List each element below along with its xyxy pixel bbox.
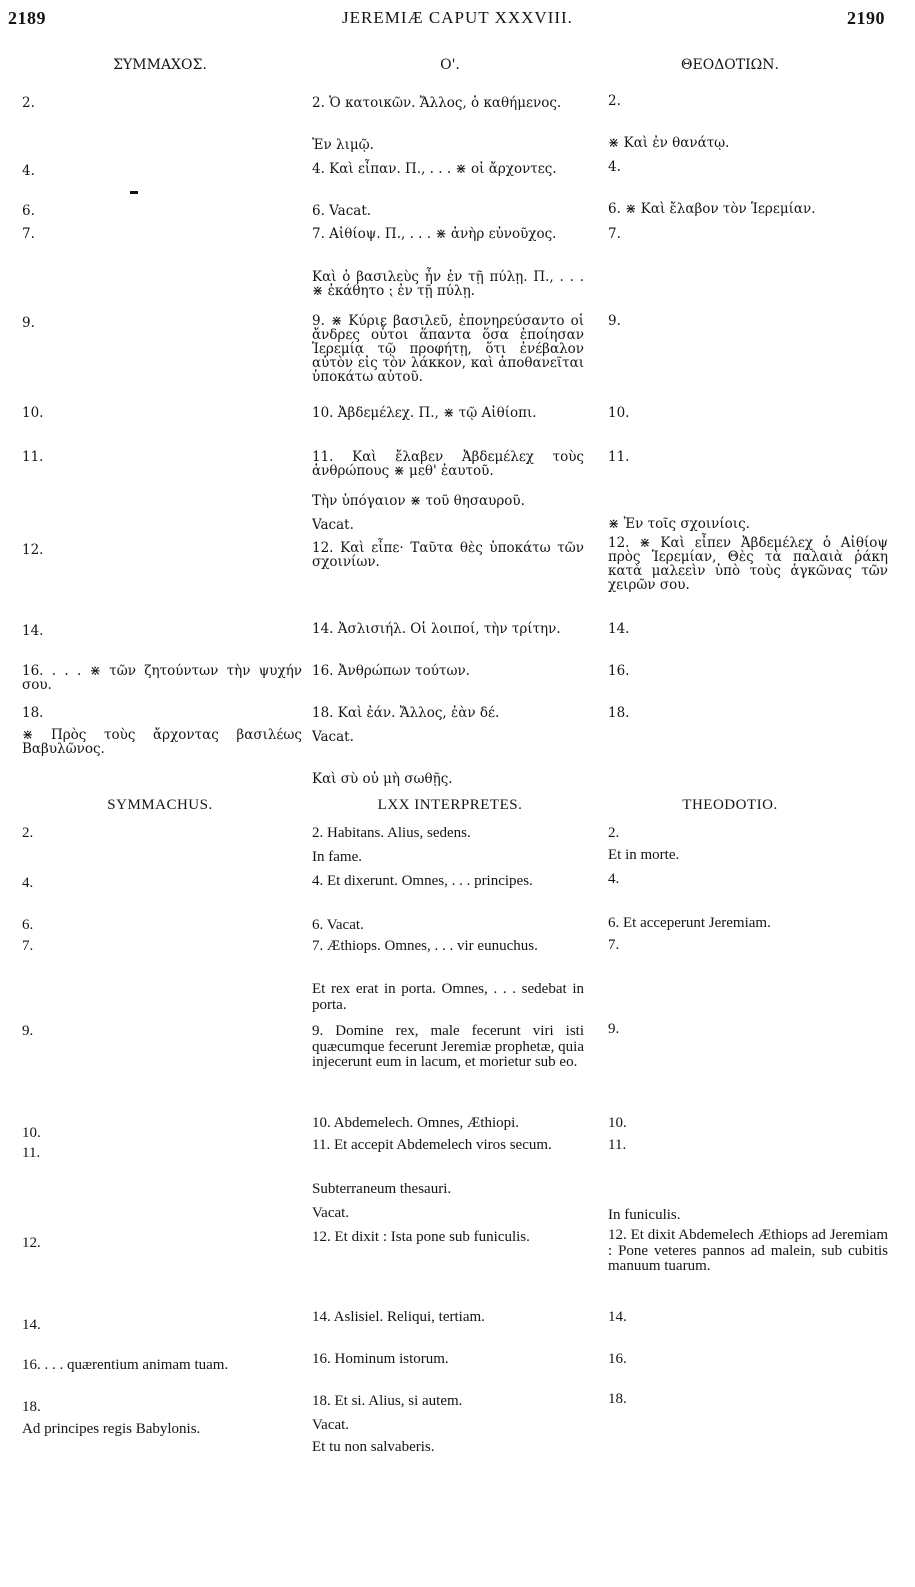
latin-symmachus-entry: 6.	[22, 917, 34, 933]
greek-lxx-entry: Καὶ ὁ βασιλεὺς ἦν ἐν τῇ πύλῃ. Π., . . . ⋇ ἐκάθητο ⁏ ἐν τῇ πύλῃ.	[312, 269, 584, 299]
latin-theodotio-entry: Et in morte.	[608, 847, 680, 863]
latin-symmachus-entry: 7.	[22, 938, 34, 954]
latin-theodotio-entry: 9.	[608, 1021, 620, 1037]
greek-symmachus-entry: 10.	[22, 405, 44, 421]
latin-symmachus-entry: 9.	[22, 1023, 34, 1039]
greek-symmachus-entry: 7.	[22, 226, 35, 242]
greek-lxx-entry: 16. Ἀνθρώπων τούτων.	[312, 663, 470, 679]
greek-theodotion-entry: ⋇ Καὶ ἐν θανάτῳ.	[608, 135, 730, 151]
latin-lxx-entry: 10. Abdemelech. Omnes, Æthiopi.	[312, 1115, 520, 1131]
latin-lxx-entry: 6. Vacat.	[312, 917, 364, 933]
latin-theodotio-entry: 18.	[608, 1391, 627, 1407]
page-number-left: 2189	[8, 8, 46, 28]
latin-symmachus-entry: 14.	[22, 1317, 41, 1333]
greek-lxx-entry: 4. Καὶ εἶπαν. Π., . . . ⋇ οἱ ἄρχοντες.	[312, 161, 557, 177]
greek-heading-symmachus: ΣΥΜΜΑΧΟΣ.	[113, 57, 207, 73]
greek-symmachus-entry: ⋇ Πρὸς τοὺς ἄρχοντας βασιλέως Βαβυλῶνος.	[22, 727, 302, 757]
greek-symmachus-entry: 16. . . . ⋇ τῶν ζητούντων τὴν ψυχήν σου.	[22, 663, 302, 693]
latin-lxx-entry: 4. Et dixerunt. Omnes, . . . principes.	[312, 873, 533, 889]
latin-theodotio-entry: In funiculis.	[608, 1207, 681, 1223]
greek-theodotion-entry: 14.	[608, 621, 630, 637]
greek-symmachus-entry: 4.	[22, 163, 35, 179]
latin-theodotio-entry: 6. Et acceperunt Jeremiam.	[608, 915, 771, 931]
greek-symmachus-entry: 12.	[22, 542, 44, 558]
latin-lxx-entry: 11. Et accepit Abdemelech viros secum.	[312, 1137, 552, 1153]
latin-theodotio-entry: 4.	[608, 871, 620, 887]
latin-theodotio-entry: 14.	[608, 1309, 627, 1325]
latin-lxx-entry: Subterraneum thesauri.	[312, 1181, 452, 1197]
greek-lxx-entry: 7. Αἰθίοψ. Π., . . . ⋇ ἀνὴρ εὐνοῦχος.	[312, 226, 557, 242]
greek-symmachus-entry: 18.	[22, 705, 44, 721]
greek-lxx-entry: Καὶ σὺ οὐ μὴ σωθῇς.	[312, 771, 453, 787]
latin-lxx-entry: 14. Aslisiel. Reliqui, tertiam.	[312, 1309, 485, 1325]
greek-theodotion-entry: 12. ⋇ Καὶ εἶπεν Ἀβδεμέλεχ ὁ Αἰθίοψ πρὸς Ἱερεμίαν, Θὲς τὰ παλαιὰ ῥάκη κατὰ μαλεεὶν ὑπὸ τοὺς ἀγκῶνας τῶν χειρῶν σου.	[608, 535, 888, 593]
greek-lxx-entry: 18. Καὶ ἐάν. Ἄλλος, ἐὰν δέ.	[312, 705, 500, 721]
greek-symmachus-entry: 11.	[22, 449, 44, 465]
greek-theodotion-entry: 16.	[608, 663, 630, 679]
greek-theodotion-entry: 11.	[608, 449, 630, 465]
greek-theodotion-entry: 4.	[608, 159, 621, 175]
latin-symmachus-entry: 4.	[22, 875, 34, 891]
latin-lxx-entry: 7. Æthiops. Omnes, . . . vir eunuchus.	[312, 938, 538, 954]
greek-symmachus-entry: 9.	[22, 315, 35, 331]
latin-theodotio-entry: 2.	[608, 825, 620, 841]
print-mark	[130, 191, 138, 194]
latin-lxx-entry: Et rex erat in porta. Omnes, . . . sedebat in porta.	[312, 981, 584, 1013]
greek-theodotion-entry: 18.	[608, 705, 630, 721]
greek-theodotion-entry: 7.	[608, 226, 621, 242]
greek-symmachus-entry: 2.	[22, 95, 35, 111]
latin-heading-theodotio: THEODOTIO.	[682, 797, 778, 813]
greek-heading-theodotion: ΘΕΟΔΟΤΙΩΝ.	[681, 57, 779, 73]
greek-heading-lxx: Ο'.	[440, 57, 460, 73]
greek-theodotion-entry: 9.	[608, 313, 621, 329]
greek-lxx-entry: Ἐν λιμῷ.	[312, 137, 374, 153]
latin-lxx-entry: 2. Habitans. Alius, sedens.	[312, 825, 471, 841]
latin-symmachus-entry: 12.	[22, 1235, 41, 1251]
latin-lxx-entry: Vacat.	[312, 1417, 350, 1433]
latin-theodotio-entry: 12. Et dixit Abdemelech Æthiops ad Jeremiam : Pone veteres pannos ad malein, sub cubitis manuum tuarum.	[608, 1227, 888, 1274]
latin-symmachus-entry: 10.	[22, 1125, 41, 1141]
latin-lxx-entry: 12. Et dixit : Ista pone sub funiculis.	[312, 1229, 530, 1245]
latin-lxx-entry: 9. Domine rex, male fecerunt viri isti quæcumque fecerunt Jeremiæ prophetæ, quia injecerunt eum in lacum, et morietur sub eo.	[312, 1023, 585, 1070]
latin-theodotio-entry: 10.	[608, 1115, 627, 1131]
latin-symmachus-entry: 11.	[22, 1145, 41, 1161]
running-title: JEREMIÆ CAPUT XXXVIII.	[342, 8, 573, 27]
greek-lxx-entry: Vacat.	[312, 729, 354, 745]
latin-symmachus-entry: 16. . . . quærentium animam tuam.	[22, 1357, 229, 1373]
latin-symmachus-entry: 2.	[22, 825, 34, 841]
latin-theodotio-entry: 7.	[608, 937, 620, 953]
greek-lxx-entry: 6. Vacat.	[312, 203, 372, 219]
greek-symmachus-entry: 14.	[22, 623, 44, 639]
latin-lxx-entry: Vacat.	[312, 1205, 350, 1221]
latin-heading-lxx: LXX INTERPRETES.	[377, 797, 523, 813]
latin-lxx-entry: 18. Et si. Alius, si autem.	[312, 1393, 463, 1409]
greek-lxx-entry: 11. Καὶ ἔλαβεν Ἀβδεμέλεχ τοὺς ἀνθρώπους ⋇ μεθ' ἑαυτοῦ.	[312, 449, 584, 479]
latin-lxx-entry: Et tu non salvaberis.	[312, 1439, 435, 1455]
greek-theodotion-entry: 2.	[608, 93, 621, 109]
latin-heading-symmachus: SYMMACHUS.	[107, 797, 213, 813]
greek-lxx-entry: Τὴν ὑπόγαιον ⋇ τοῦ θησαυροῦ.	[312, 493, 525, 509]
page-number-right: 2190	[847, 8, 885, 28]
greek-lxx-entry: Vacat.	[312, 517, 354, 533]
latin-theodotio-entry: 16.	[608, 1351, 627, 1367]
greek-theodotion-entry: 10.	[608, 405, 630, 421]
latin-lxx-entry: In fame.	[312, 849, 362, 865]
greek-lxx-entry: 12. Καὶ εἶπε· Ταῦτα θὲς ὑποκάτω τῶν σχοινίων.	[312, 540, 584, 570]
latin-theodotio-entry: 11.	[608, 1137, 627, 1153]
greek-lxx-entry: 14. Ἀσλισιήλ. Οἱ λοιποί, τὴν τρίτην.	[312, 621, 561, 637]
greek-lxx-entry: 2. Ὁ κατοικῶν. Ἄλλος, ὁ καθήμενος.	[312, 95, 562, 111]
greek-lxx-entry: 9. ⋇ Κύριε βασιλεῦ, ἐπονηρεύσαντο οἱ ἄνδρες οὗτοι ἅπαντα ὅσα ἐποίησαν Ἱερεμίᾳ τῷ προφήτῃ, ὅτι ἐνέβαλον αὐτὸν εἰς τὸν λάκκον, καὶ ἀποθανεῖται ὑποκάτω αὐτοῦ.	[312, 313, 584, 385]
greek-lxx-entry: 10. Ἀβδεμέλεχ. Π., ⋇ τῷ Αἰθίοπι.	[312, 405, 537, 421]
greek-symmachus-entry: 6.	[22, 203, 35, 219]
greek-theodotion-entry: 6. ⋇ Καὶ ἔλαβον τὸν Ἱερεμίαν.	[608, 201, 816, 217]
greek-theodotion-entry: ⋇ Ἐν τοῖς σχοινίοις.	[608, 516, 750, 532]
latin-lxx-entry: 16. Hominum istorum.	[312, 1351, 449, 1367]
latin-symmachus-entry: Ad principes regis Babylonis.	[22, 1421, 201, 1437]
latin-symmachus-entry: 18.	[22, 1399, 41, 1415]
